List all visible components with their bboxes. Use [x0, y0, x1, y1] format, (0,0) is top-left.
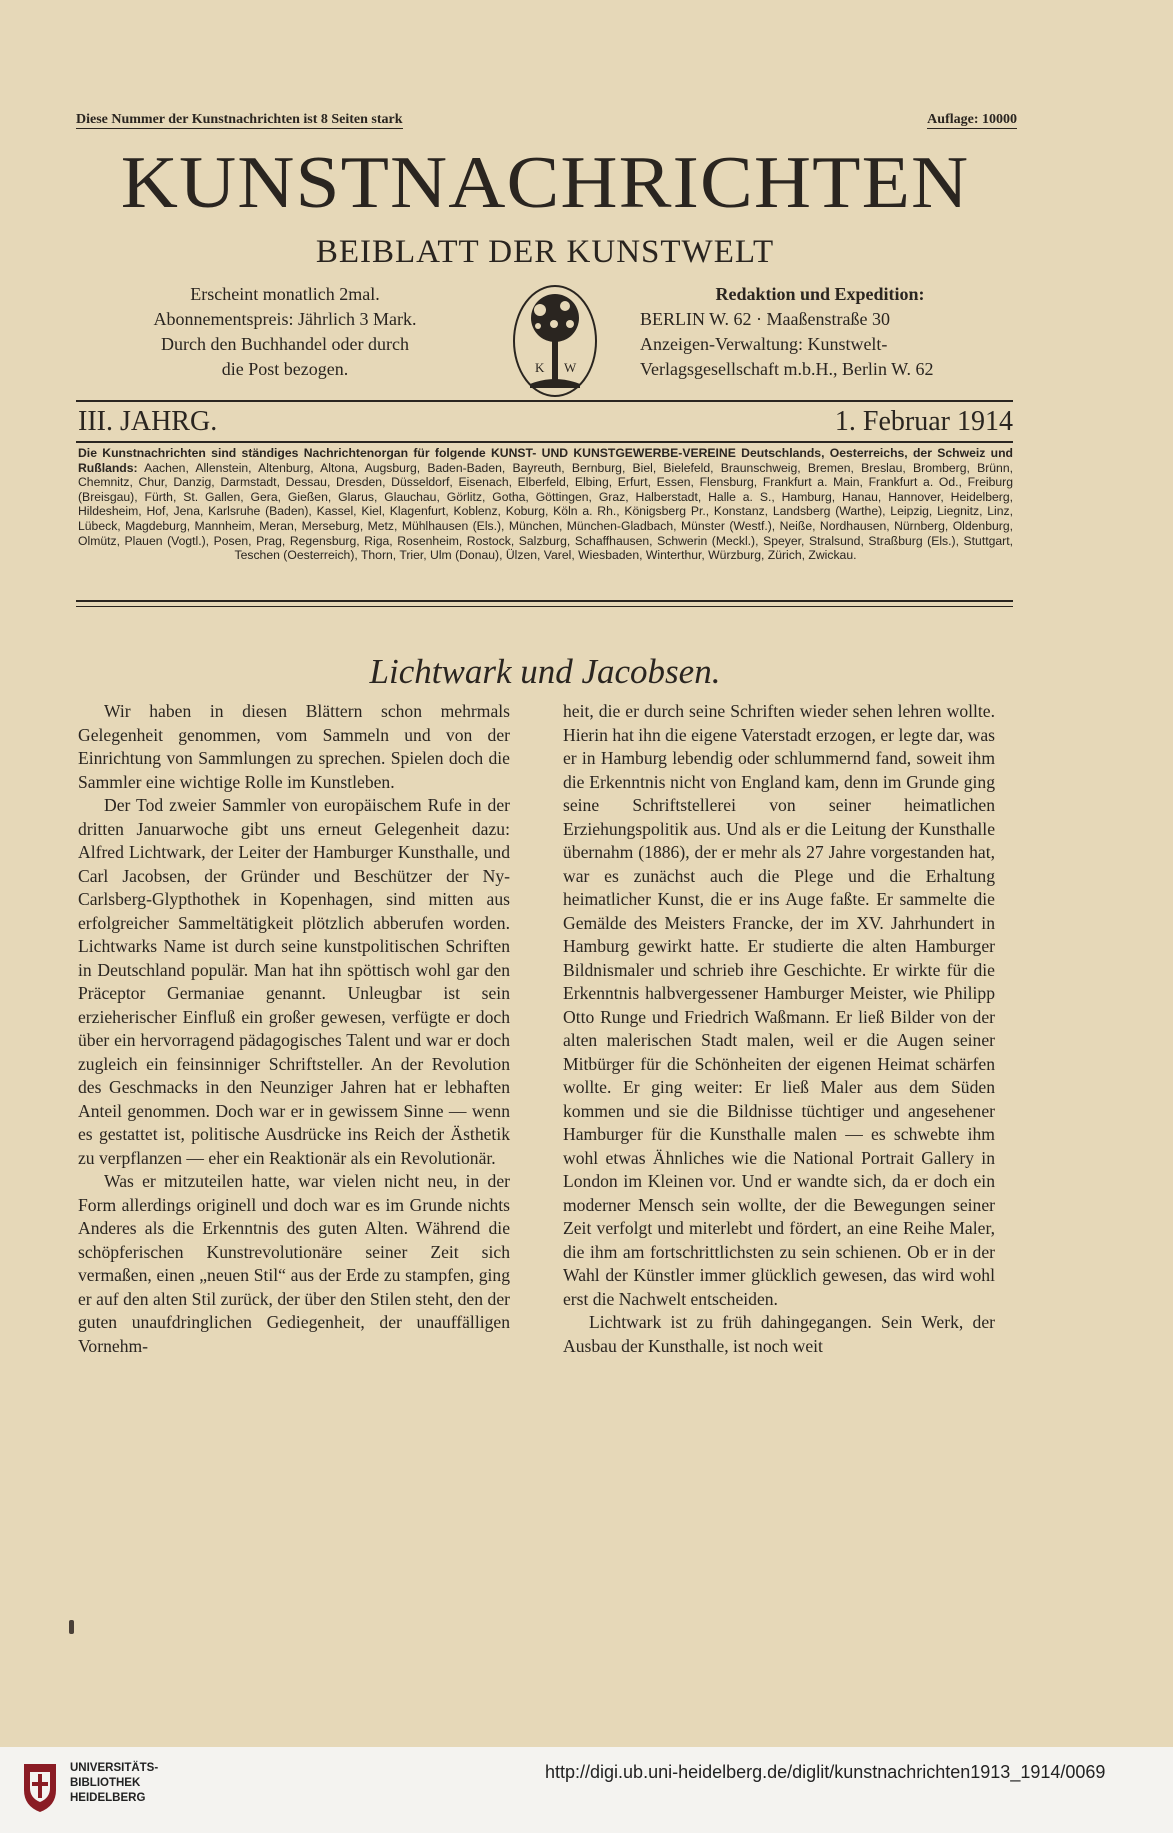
university-seal-icon: [20, 1760, 60, 1814]
info-line: Abonnementspreis: Jährlich 3 Mark.: [153, 309, 417, 329]
issue-date: 1. Februar 1914: [834, 406, 1013, 437]
circulation-note: Auflage: 10000: [927, 112, 1017, 127]
volume-label: III. JAHRG.: [78, 406, 218, 437]
library-name: [70, 1761, 180, 1806]
info-line: Redaktion und Expedition:: [715, 284, 925, 304]
info-line: Verlagsgesellschaft m.b.H., Berlin W. 62: [640, 359, 934, 379]
info-line: Anzeigen-Verwaltung: Kunstwelt-: [640, 334, 888, 354]
editorial-info: [640, 282, 1000, 382]
ink-mark: [69, 1620, 74, 1634]
associations-intro: Die Kunstnachrichten sind ständiges Nachrichtenorgan für folgende KUNST- UND KUNSTGEWERBE-VEREINE Deutschlands, Oesterreichs, der Schweiz und Rußlands:: [78, 446, 1013, 475]
paragraph: Was er mitzuteilen hatte, war vielen nicht neu, in der Form allerdings originell und doch war es im Grunde nichts Anderes als die Erkenntnis des guten Alten. Während die schöpferischen Kunstrevolutionäre seiner Zeit sich vermaßen, einen „neuen Stil“ aus der Erde zu stampfen, ging er auf den alten Stil zurück, der über den Stilen steht, den der guten unaufdringlichen Gediegenheit, der unauffälligen Vornehm-: [78, 1171, 510, 1356]
divider: [76, 400, 1013, 402]
info-line: Durch den Buchhandel oder durch: [161, 334, 409, 354]
divider: [76, 441, 1013, 443]
logo-letter-k: K: [535, 360, 545, 375]
source-url-link[interactable]: http://digi.ub.uni-heidelberg.de/diglit/kunstnachrichten1913_1914/0069: [545, 1762, 1106, 1782]
associations-cities: Aachen, Allenstein, Altenburg, Altona, Augsburg, Baden-Baden, Bayreuth, Bernburg, Biel, Bielefeld, Braunschweig, Bremen, Breslau, Bromberg, Brünn, Chemnitz, Chur, Danzig, Darmstadt, Dessau, Dresden, Düsseldorf, Eisenach, Elberfeld, Elbing, Erfurt, Essen, Flensburg, Frankfurt a. Main, Frankfurt a. Od., Freiburg (Breisgau), Fürth, St. Gallen, Gera, Gießen, Glarus, Glauchau, Görlitz, Gotha, Göttingen, Graz, Halberstadt, Halle a. S., Hamburg, Hanau, Hannover, Heidelberg, Hildesheim, Hof, Jena, Karlsruhe (Baden), Kassel, Kiel, Klagenfurt, Koblenz, Koburg, Köln a. Rh., Königsberg Pr., Konstanz, Landsberg (Warthe), Leipzig, Liegnitz, Linz, Lübeck, Magdeburg, Mannheim, Meran, Merseburg, Metz, Mühlhausen (Els.), München, München-Gladbach, Münster (Westf.), Neiße, Nordhausen, Nürnberg, Oldenburg, Olmütz, Plauen (Vogtl.), Posen, Prag, Regensburg, Riga, Rosenheim, Rostock, Salzburg, Schaffhausen, Schwerin (Meckl.), Speyer, Stralsund, Straßburg (Els.), Stuttgart, Teschen (Oesterreich), Thorn, Trier, Ulm (Donau), Ülzen, Varel, Wiesbaden, Winterthur, Würzburg, Zürich, Zwickau.: [78, 460, 1013, 563]
library-name-line: BIBLIOTHEK: [70, 1777, 141, 1789]
digitization-footer: [0, 1747, 1173, 1833]
library-name-line: HEIDELBERG: [70, 1792, 146, 1804]
kunstwelt-tree-logo: [510, 284, 600, 399]
masthead-subtitle: BEIBLATT DER KUNSTWELT: [315, 234, 775, 270]
divider: [76, 606, 1013, 607]
subscription-info: [100, 282, 470, 382]
info-line: Erscheint monatlich 2mal.: [190, 284, 380, 304]
paragraph: Wir haben in diesen Blättern schon mehrmals Gelegenheit genommen, vom Sammeln und von der Einrichtung von Sammlungen zu sprechen. Spielen doch die Sammler eine wichtige Rolle im Kunstleben.: [78, 701, 510, 792]
article-column-left: [78, 700, 510, 1358]
paragraph: heit, die er durch seine Schriften wieder sehen lehren wollte. Hierin hat ihn die eigene Vaterstadt erzogen, er legte dar, was er in Hamburg lebendig oder schlummernd fand, soweit ihm die Erkenntnis nicht von England kam, denn im Grunde ging seine Schriftstellerei von seiner heimatlichen Erziehungspolitik aus. Und als er die Leitung der Kunsthalle übernahm (1886), der er mehr als 27 Jahre vorgestanden hat, war es zunächst auch die Plege und die Erhaltung heimatlicher Kunst, die er ins Auge faßte. Er sammelte die Gemälde des Meisters Francke, der im XV. Jahrhundert in Hamburg gewirkt hatte. Er studierte die alten Hamburger Bildnismaler und schrieb ihre Geschichte. Er wirkte für die Erkenntnis halbvergessener Hamburger Meister, wie Philipp Otto Runge und Friedrich Waßmann. Er ließ Bilder von der alten malerischen Stadt malen, weil er die Augen seiner Mitbürger für die Schönheiten der eigenen Heimat schärfen wollte. Er ging weiter: Er ließ Maler aus dem Süden kommen und sie die Bildnisse tüchtiger und angesehener Hamburger für die Kunsthalle malen — es schwebte ihm wohl etwas Ähnliches wie die National Portrait Gallery in London im Kleinen vor. Und er wandte sich, da er doch ein moderner Mensch sein wollte, der die Bewegungen seiner Zeit verfolgt und miterlebt und fördert, an eine Reihe Maler, die ihm am fortschrittlichsten zu sein schienen. Ob er in der Wahl der Künstler immer glücklich gewesen, das wird wohl erst die Nachwelt entscheiden.: [563, 701, 995, 1309]
associations-list: [78, 446, 1013, 563]
divider: [76, 600, 1013, 602]
logo-letter-w: W: [564, 360, 577, 375]
page-count-note: Diese Nummer der Kunstnachrichten ist 8 Seiten stark: [76, 112, 403, 127]
paragraph: Der Tod zweier Sammler von europäischem Rufe in der dritten Januarwoche gibt uns erneut Gelegenheit dazu: Alfred Lichtwark, der Leiter der Hamburger Kunsthalle, und Carl Jacobsen, der Gründer und Beschützer der Ny-Carlsberg-Glypthothek in Kopenhagen, sind mitten aus erfolgreicher Sammeltätigkeit plötzlich abberufen worden. Lichtwarks Name ist durch seine kunstpolitischen Schriften in Deutschland populär. Man hat ihn spöttisch wohl gar den Präceptor Germaniae genannt. Unleugbar ist sein erzieherischer Einfluß ein großer gewesen, verfügte er doch über ein hervorragend pädagogisches Talent und war er doch zugleich ein feinsinniger Schriftsteller. An der Revolution des Geschmacks in den Neunziger Jahren hat er lebhaften Anteil genommen. Doch war er in gewissem Sinne — wenn es gestattet ist, politische Ausdrücke ins Reich der Ästhetik zu verpflanzen — eher ein Reaktionär als ein Revolutionär.: [78, 795, 510, 1168]
paragraph: Lichtwark ist zu früh dahingegangen. Sein Werk, der Ausbau der Kunsthalle, ist noch weit: [563, 1312, 995, 1356]
article-title: Lichtwark und Jacobsen.: [369, 652, 721, 691]
masthead-title: KUNSTNACHRICHTEN: [120, 142, 970, 224]
article-column-right: [563, 700, 995, 1358]
info-line: BERLIN W. 62 · Maaßenstraße 30: [640, 309, 890, 329]
issue-line: [78, 404, 1013, 440]
info-line: die Post bezogen.: [221, 359, 349, 379]
library-name-line: UNIVERSITÄTS-: [70, 1762, 159, 1774]
